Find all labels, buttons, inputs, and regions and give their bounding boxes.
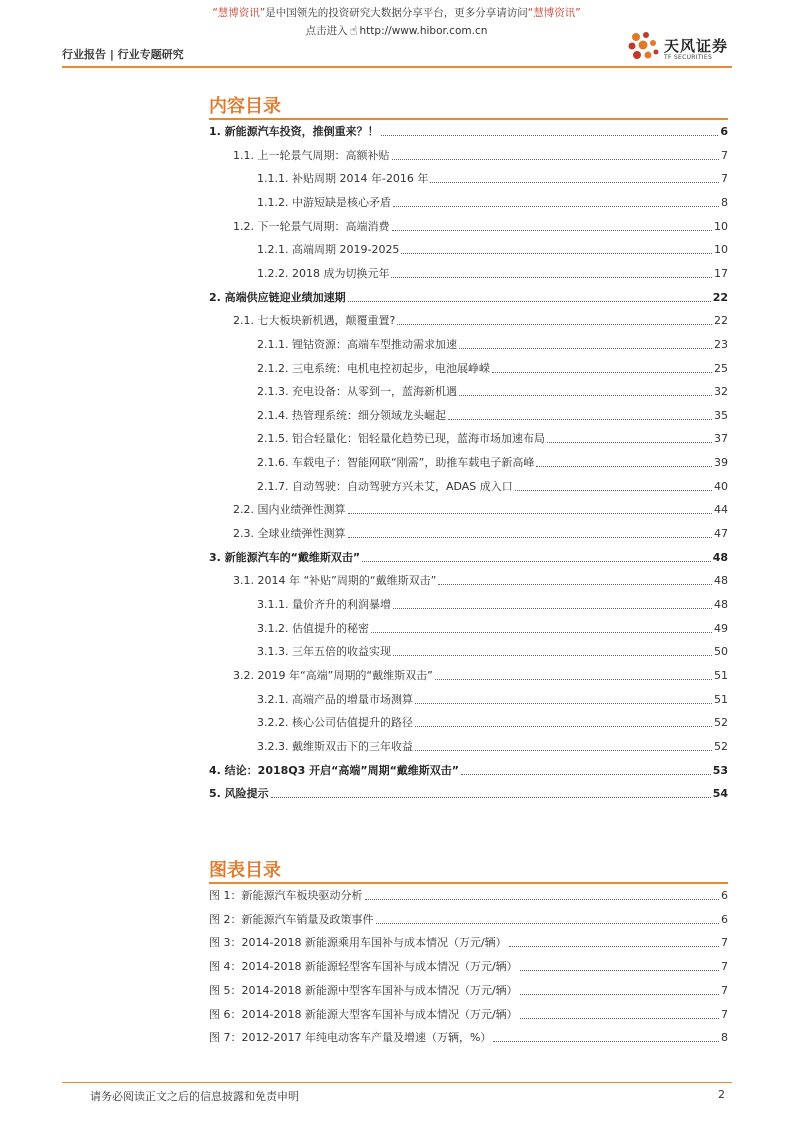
dot-leader xyxy=(547,441,712,443)
toc-entry[interactable] xyxy=(257,194,728,210)
toc-entry[interactable] xyxy=(233,147,728,163)
dot-leader xyxy=(438,583,712,585)
toc-entry-page: 47 xyxy=(714,527,728,541)
toc-entry[interactable] xyxy=(209,123,728,139)
dot-leader xyxy=(348,300,711,302)
banner-brand-link[interactable]: “慧博资讯” xyxy=(527,7,581,19)
footer-divider xyxy=(62,1082,732,1083)
footer-disclaimer: 请务必阅读正文之后的信息披露和免责申明 xyxy=(90,1090,299,1103)
toc-entry-page: 50 xyxy=(714,645,728,659)
toc-entry-label: 图 1：新能源汽车板块驱动分析 xyxy=(209,889,363,902)
toc-entry[interactable] xyxy=(257,738,728,754)
toc-entry-label: 2.1.2. 三电系统：电机电控初起步，电池展峥嵘 xyxy=(257,361,490,375)
tf-securities-logo xyxy=(626,30,736,66)
toc-entry[interactable] xyxy=(257,407,728,423)
toc-entry[interactable] xyxy=(257,596,728,612)
logo-en-text: TF SECURITIES xyxy=(664,54,713,61)
toc-entry-page: 40 xyxy=(714,479,728,493)
dot-leader xyxy=(515,489,712,491)
banner-quote-close: ” xyxy=(259,7,266,19)
toc-entry[interactable] xyxy=(257,265,728,281)
dot-leader xyxy=(509,945,719,947)
toc-entry-page: 51 xyxy=(714,668,728,682)
toc-entry[interactable] xyxy=(257,170,728,186)
toc-entry[interactable] xyxy=(257,643,728,659)
toc-entry-page: 39 xyxy=(714,456,728,470)
toc-entry-page: 22 xyxy=(714,314,728,328)
toc-entry[interactable] xyxy=(233,312,728,328)
toc-entry-page: 51 xyxy=(714,692,728,706)
dot-leader xyxy=(493,1040,719,1042)
dot-leader xyxy=(348,536,713,538)
toc-entry-page: 10 xyxy=(714,219,728,233)
toc-entry[interactable] xyxy=(257,691,728,707)
dot-leader xyxy=(520,1017,719,1019)
dot-leader xyxy=(393,205,719,207)
toc-entry[interactable] xyxy=(233,572,728,588)
dot-leader xyxy=(459,347,712,349)
toc-entry[interactable] xyxy=(209,934,728,950)
toc-entry[interactable] xyxy=(209,982,728,998)
toc-entry-label: 1.2. 下一轮景气周期：高端消费 xyxy=(233,219,390,233)
contents-divider xyxy=(209,118,728,120)
toc-entry-page: 52 xyxy=(714,716,728,730)
toc-entry-label: 图 2：新能源汽车销量及政策事件 xyxy=(209,912,374,926)
toc-entry-page: 7 xyxy=(721,936,728,950)
dot-leader xyxy=(392,229,713,231)
toc-entry-label: 2.1.6. 车载电子：智能网联“刚需”，助推车载电子新高峰 xyxy=(257,456,535,470)
report-category-title: 行业报告 | 行业专题研究 xyxy=(62,48,184,61)
toc-entry[interactable] xyxy=(233,525,728,541)
toc-entry-page: 48 xyxy=(712,550,728,564)
toc-entry-label: 2.1.1. 锂钴资源：高端车型推动需求加速 xyxy=(257,337,457,351)
toc-entry-label: 1.1.1. 补贴周期 2014 年-2016 年 xyxy=(257,172,429,186)
toc-entry-page: 10 xyxy=(714,243,728,257)
toc-entry-page: 48 xyxy=(714,598,728,611)
toc-entry-label: 5. 风险提示 xyxy=(209,787,269,801)
toc-entry[interactable] xyxy=(257,478,728,494)
toc-entry[interactable] xyxy=(209,289,728,305)
toc-entry-label: 4. 结论：2018Q3 开启“高端”周期“戴维斯双击” xyxy=(209,763,460,777)
toc-entry-label: 1.1. 上一轮景气周期：高额补贴 xyxy=(233,148,390,162)
toc-entry-label: 2.1.7. 自动驾驶：自动驾驶方兴未艾，ADAS 成入口 xyxy=(257,479,513,493)
toc-entry-page: 7 xyxy=(721,983,728,997)
toc-entry-label: 2.1.3. 充电设备：从零到一，蓝海新机遇 xyxy=(257,385,457,399)
toc-entry-page: 7 xyxy=(721,148,728,162)
toc-entry-page: 44 xyxy=(714,503,728,517)
toc-entry[interactable] xyxy=(257,360,728,376)
toc-entry-page: 32 xyxy=(714,385,728,399)
toc-entry-label: 3.1.3. 三年五倍的收益实现 xyxy=(257,645,391,659)
dot-leader xyxy=(520,969,719,971)
banner-quote-open: “ xyxy=(212,7,218,19)
toc-entry-label: 2.3. 全球业绩弹性测算 xyxy=(233,527,346,541)
dot-leader xyxy=(381,134,719,136)
toc-entry-page: 48 xyxy=(714,574,728,588)
banner-click-prefix: 点击进入 xyxy=(305,25,348,37)
dot-leader xyxy=(362,560,711,562)
toc-entry-label: 3.2.3. 戴维斯双击下的三年收益 xyxy=(257,739,413,753)
dot-leader xyxy=(459,394,712,396)
dot-leader xyxy=(271,796,711,798)
header-divider xyxy=(62,66,732,68)
dot-leader xyxy=(348,512,713,514)
toc-entry[interactable] xyxy=(209,785,728,801)
toc-entry-page: 7 xyxy=(721,1007,728,1021)
dot-leader xyxy=(415,702,712,704)
toc-entry-page: 17 xyxy=(714,266,728,280)
dot-leader xyxy=(371,631,712,633)
toc-entry-label: 2.2. 国内业绩弹性测算 xyxy=(233,503,346,517)
logo-cn-text: 天风证券 xyxy=(664,37,729,55)
toc-entry-page: 7 xyxy=(721,960,728,974)
dot-leader xyxy=(448,418,712,420)
figures-title: 图表目录 xyxy=(209,860,281,881)
banner-brand[interactable]: 慧博资讯 xyxy=(217,7,260,19)
toc-entry-label: 3.1.1. 量价齐升的利润暴增 xyxy=(257,598,391,611)
toc-entry[interactable] xyxy=(257,336,728,352)
toc-entry[interactable] xyxy=(209,1006,728,1022)
dot-leader xyxy=(376,922,720,924)
dot-leader xyxy=(435,678,712,680)
toc-entry-page: 8 xyxy=(721,1031,728,1045)
toc-entry[interactable] xyxy=(257,620,728,636)
toc-entry-page: 6 xyxy=(721,912,728,926)
toc-entry[interactable] xyxy=(209,1029,728,1045)
dot-leader xyxy=(393,654,712,656)
dot-leader xyxy=(401,252,712,254)
toc-entry[interactable] xyxy=(233,218,728,234)
toc-entry[interactable] xyxy=(209,762,728,778)
dot-leader xyxy=(415,725,712,727)
toc-entry[interactable] xyxy=(233,501,728,517)
toc-entry-label: 图 6：2014-2018 新能源大型客车国补与成本情况（万元/辆） xyxy=(209,1007,518,1021)
toc-entry-label: 2.1.4. 热管理系统：细分领域龙头崛起 xyxy=(257,408,446,422)
toc-entry-label: 3.1. 2014 年 “补贴”周期的“戴维斯双击” xyxy=(233,574,437,588)
logo-mark-icon xyxy=(626,30,662,66)
toc-entry-page: 8 xyxy=(721,195,728,209)
toc-entry-page: 49 xyxy=(714,621,728,635)
toc-entry[interactable] xyxy=(233,667,728,683)
toc-entry-page: 54 xyxy=(712,787,728,801)
toc-entry[interactable] xyxy=(257,383,728,399)
dot-leader xyxy=(391,276,712,278)
toc-entry[interactable] xyxy=(209,549,728,565)
toc-entry-page: 6 xyxy=(721,889,728,902)
toc-entry-page: 6 xyxy=(720,125,728,138)
toc-entry-label: 3.2.2. 核心公司估值提升的路径 xyxy=(257,716,413,730)
banner-middle: 是中国领先的投资研究大数据分享平台，更多分享请访问 xyxy=(265,7,528,19)
toc-entry-label: 2.1. 七大板块新机遇，颠覆重置? xyxy=(233,314,396,328)
toc-entry-page: 25 xyxy=(714,361,728,375)
contents-title: 内容目录 xyxy=(209,96,281,117)
toc-entry-label: 3.1.2. 估值提升的秘密 xyxy=(257,621,369,635)
toc-entry[interactable] xyxy=(209,887,728,903)
toc-entry[interactable] xyxy=(257,241,728,257)
toc-entry-page: 53 xyxy=(712,763,728,777)
toc-entry-page: 37 xyxy=(714,432,728,446)
dot-leader xyxy=(430,181,719,183)
dot-leader xyxy=(415,749,712,751)
toc-entry[interactable] xyxy=(257,714,728,730)
toc-entry[interactable] xyxy=(209,911,728,927)
banner-url-link[interactable]: http://www.hibor.com.cn xyxy=(359,25,488,37)
toc-entry-label: 1.2.1. 高端周期 2019-2025 xyxy=(257,243,400,257)
toc-entry-page: 52 xyxy=(714,739,728,753)
top-banner xyxy=(0,6,793,20)
toc-entry-label: 1.1.2. 中游短缺是核心矛盾 xyxy=(257,195,391,209)
toc-entry-label: 2.1.5. 铝合轻量化：铝轻量化趋势已现，蓝海市场加速布局 xyxy=(257,432,545,446)
toc-entry-label: 图 4：2014-2018 新能源轻型客车国补与成本情况（万元/辆） xyxy=(209,960,518,974)
dot-leader xyxy=(365,898,720,900)
toc-entry-page: 22 xyxy=(712,290,728,304)
toc-entry-page: 35 xyxy=(714,408,728,422)
toc-entry-label: 2. 高端供应链迎业绩加速期 xyxy=(209,290,346,304)
toc-entry-label: 1.2.2. 2018 成为切换元年 xyxy=(257,266,390,280)
toc-entry-label: 图 3：2014-2018 新能源乘用车国补与成本情况（万元/辆） xyxy=(209,936,507,950)
page-number: 2 xyxy=(718,1088,725,1101)
toc-entry-label: 1. 新能源汽车投资，推倒重来？！ xyxy=(209,125,379,138)
dot-leader xyxy=(397,323,712,325)
toc-entry-page: 23 xyxy=(714,337,728,351)
toc-entry-label: 3.2.1. 高端产品的增量市场测算 xyxy=(257,692,413,706)
toc-entry-label: 3. 新能源汽车的“戴维斯双击” xyxy=(209,550,361,564)
toc-entry-label: 图 5：2014-2018 新能源中型客车国补与成本情况（万元/辆） xyxy=(209,983,518,997)
dot-leader xyxy=(392,158,720,160)
dot-leader xyxy=(461,773,711,775)
dot-leader xyxy=(492,371,712,373)
dot-leader xyxy=(520,993,719,995)
dot-leader xyxy=(536,465,712,467)
toc-entry[interactable] xyxy=(209,958,728,974)
dot-leader xyxy=(393,607,712,609)
toc-entry[interactable] xyxy=(257,454,728,470)
toc-entry[interactable] xyxy=(257,430,728,446)
figures-divider xyxy=(209,882,728,884)
pointer-hand-icon: ☝ xyxy=(349,24,358,39)
toc-entry-label: 图 7：2012-2017 年纯电动客车产量及增速（万辆，%） xyxy=(209,1031,492,1045)
toc-entry-page: 7 xyxy=(721,172,728,186)
toc-entry-label: 3.2. 2019 年“高端”周期的“戴维斯双击” xyxy=(233,668,433,682)
